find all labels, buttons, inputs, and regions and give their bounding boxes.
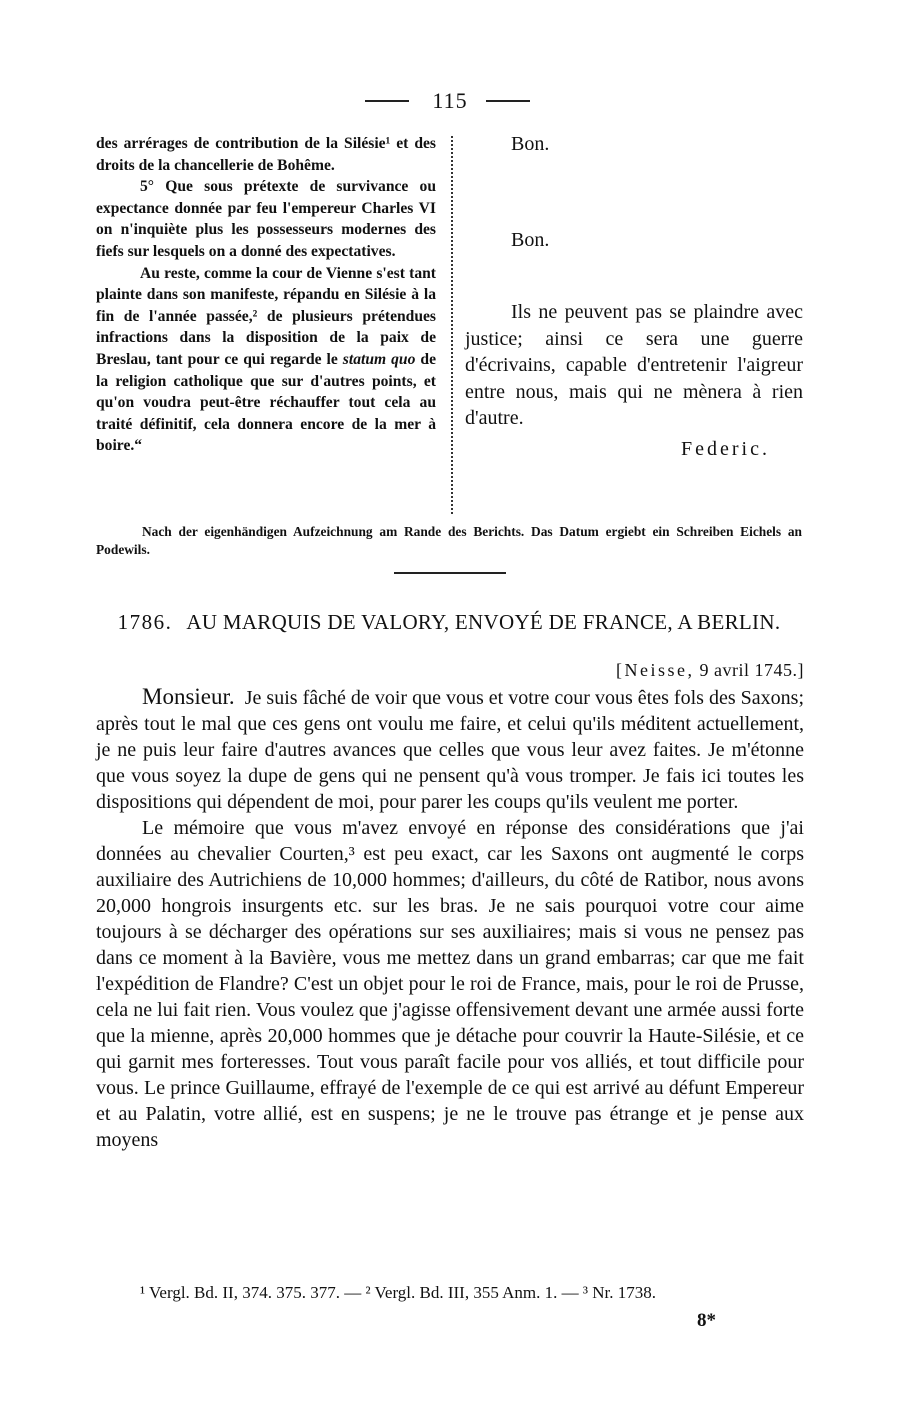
left-paragraph-3-start: Au reste, comme la cour de Vienne s'est tant plainte dans son manifeste, répandu en Silésie à la fin de l'année passée,² de plusieurs prétendues infractions dans la disposition de la paix de Breslau, tant pour ce qui regarde le	[96, 264, 436, 368]
source-note: Nach der eigenhändigen Aufzeichnung am Rande des Berichts. Das Datum ergiebt ein Schreiben Eichels an Podewils.	[96, 524, 802, 557]
header-dash-right	[486, 100, 530, 102]
reply-bon-2: Bon.	[511, 229, 550, 251]
page-number: 115	[432, 88, 468, 113]
left-paragraph-2: 5° Que sous prétexte de survivance ou expectance donnée par feu l'empereur Charles VI on n'inquiète plus les possesseurs modernes des fiefs sur lesquels on a donné des expectatives.	[96, 178, 436, 260]
letter-paragraph-1	[96, 684, 804, 815]
letter-paragraph-1-text: Je suis fâché de voir que vous et votre cour vous êtes fols des Saxons; après tout le mal que ces gens ont voulu me faire, et celui qu'ils méditent actuellement, je ne puis leur faire d'autres avances que celles que vous leur avez faites. Je m'étonne que vous soyez la dupe de gens qui ne pensent qu'à vous tromper. Je fais ici toutes les dispositions qui dépendent de moi, pour parer les coups qu'ils veulent me porter.	[96, 687, 804, 813]
reply-paragraph: Ils ne peuvent pas se plaindre avec justice; ainsi ce sera une guerre d'écrivains, capable d'entretenir l'aigreur entre nous, mais qui ne mènera à rien d'autre.	[465, 301, 803, 429]
section-rule	[394, 572, 506, 574]
document-date	[616, 660, 804, 681]
reply-bon-1: Bon.	[511, 133, 550, 155]
column-divider	[451, 136, 453, 514]
letter-paragraph-2: Le mémoire que vous m'avez envoyé en réponse des considérations que j'ai données au chevalier Courten,³ est peu exact, car les Saxons ont augmenté le corps auxiliaire des Autrichiens de 10,000 hommes; d'ailleurs, du côté de Ratibor, nous avons 20,000 hongrois insurgents etc. sur les bras. Je ne sais pourquoi votre cour aime toujours à se décharger des opérations sur ses auxiliaires; mais si vous ne pensez pas dans ce moment à la Bavière, vous me mettez dans un grand embarras; car que me fait l'expédition de Flandre? C'est un objet pour le roi de France, mais, pour le roi de Prusse, cela ne lui fait rien. Vous voulez que j'agisse offensivement devant une armée aussi forte que la mienne, après 20,000 hommes que je détache pour couvrir la Haute-Silésie, et ce qui garnit mes forteresses. Tout vous paraît facile pour vos alliés, et tout difficile pour vous. Le prince Guillaume, effrayé de l'exemple de ce qui est arrivé au défunt Empereur et au Palatin, votre allié, est en suspens; je ne le trouve pas étrange et je pense aux moyens	[96, 817, 804, 1151]
header-dash-left	[365, 100, 409, 102]
letter-body	[96, 684, 804, 1153]
left-column-report-text	[96, 133, 436, 457]
signature-mark: 8*	[697, 1310, 716, 1331]
left-paragraph-3	[96, 263, 436, 457]
left-paragraph-1: des arrérages de contribution de la Silésie¹ et des droits de la chancellerie de Bohême.	[96, 135, 436, 174]
statum-quo-italic: statum quo	[342, 350, 416, 368]
footnotes: ¹ Vergl. Bd. II, 374. 375. 377. — ² Vergl. Bd. III, 355 Anm. 1. — ³ Nr. 1738.	[140, 1283, 657, 1302]
salutation: Monsieur.	[142, 684, 235, 709]
page-header	[0, 88, 900, 114]
date-place: [Neisse,	[616, 660, 695, 680]
reply-signature: Federic.	[681, 438, 770, 460]
document-heading	[96, 610, 802, 635]
document-number: 1786.	[117, 610, 173, 634]
document-title: AU MARQUIS DE VALORY, ENVOYÉ DE FRANCE, A BERLIN.	[186, 610, 781, 634]
date-value: 9 avril 1745.]	[699, 660, 804, 680]
left-paragraph-3-end: de la religion catholique que sur d'autres points, et qu'on voudra peut-être réchauffer tout cela au traité définitif, cela donnera encore de la mer à boire.“	[96, 350, 436, 455]
